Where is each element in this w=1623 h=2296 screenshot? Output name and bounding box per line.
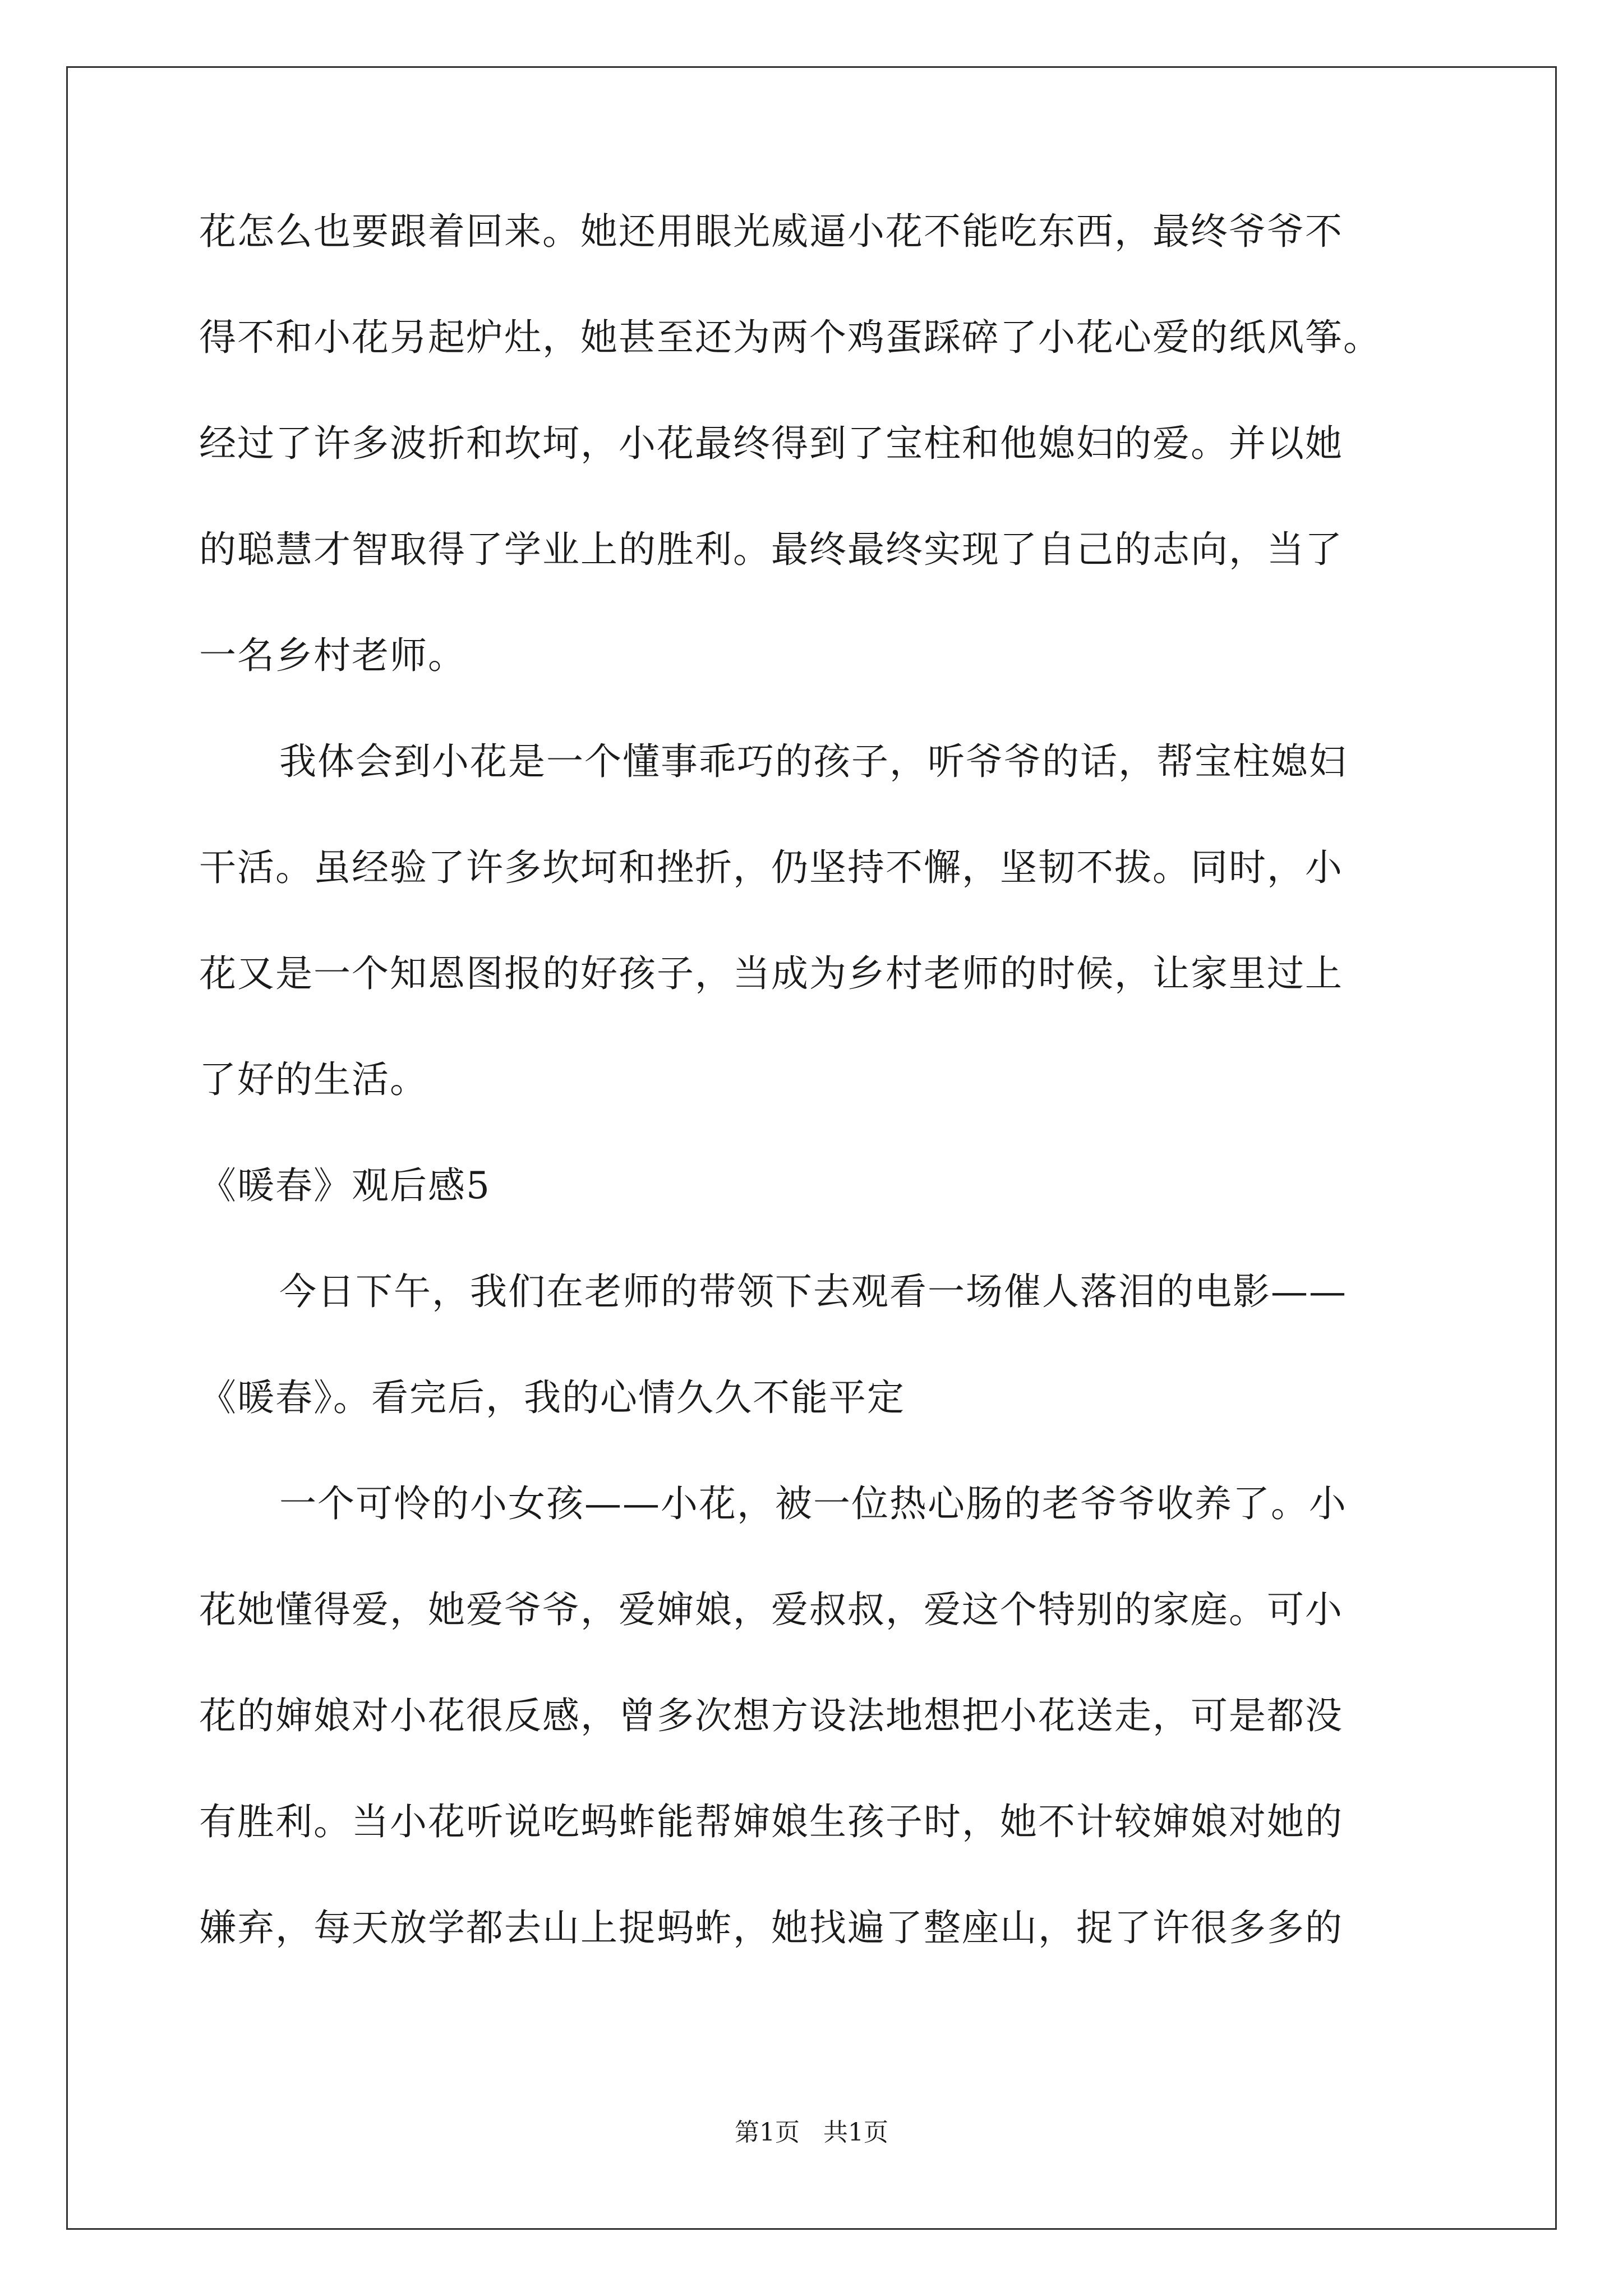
text-line: 今日下午，我们在老师的带领下去观看一场催人落泪的电影—— bbox=[279, 1270, 1347, 1313]
document-body bbox=[199, 210, 1433, 2016]
text-line: 有胜利。当小花听说吃蚂蚱能帮婶娘生孩子时，她不计较婶娘对她的 bbox=[199, 1800, 1343, 1843]
text-line: 一名乡村老师。 bbox=[199, 634, 466, 677]
text-line: 《暖春》观后感5 bbox=[199, 1164, 491, 1207]
text-line: 花又是一个知恩图报的好孩子，当成为乡村老师的时候，让家里过上 bbox=[199, 952, 1343, 995]
text-line: 干活。虽经验了许多坎坷和挫折，仍坚持不懈，坚韧不拔。同时，小 bbox=[199, 846, 1343, 889]
page-footer: 第1页 共1页 bbox=[735, 2118, 888, 2147]
text-line: 《暖春》。看完后，我的心情久久不能平定 bbox=[199, 1376, 905, 1419]
text-line: 花她懂得爱，她爱爷爷，爱婶娘，爱叔叔，爱这个特别的家庭。可小 bbox=[199, 1588, 1343, 1631]
text-line: 得不和小花另起炉灶，她甚至还为两个鸡蛋踩碎了小花心爱的纸风筝。 bbox=[199, 316, 1381, 359]
text-line: 经过了许多波折和坎坷，小花最终得到了宝柱和他媳妇的爱。并以她 bbox=[199, 422, 1343, 465]
text-line: 了好的生活。 bbox=[199, 1058, 428, 1101]
text-line: 花怎么也要跟着回来。她还用眼光威逼小花不能吃东西，最终爷爷不 bbox=[199, 210, 1343, 253]
text-line: 的聪慧才智取得了学业上的胜利。最终最终实现了自己的志向，当了 bbox=[199, 528, 1343, 571]
text-line: 一个可怜的小女孩——小花，被一位热心肠的老爷爷收养了。小 bbox=[279, 1482, 1347, 1525]
text-line: 花的婶娘对小花很反感，曾多次想方设法地想把小花送走，可是都没 bbox=[199, 1694, 1343, 1737]
text-line: 嫌弃，每天放学都去山上捉蚂蚱，她找遍了整座山，捉了许很多多的 bbox=[199, 1906, 1343, 1949]
text-line: 我体会到小花是一个懂事乖巧的孩子，听爷爷的话，帮宝柱媳妇 bbox=[279, 740, 1347, 783]
